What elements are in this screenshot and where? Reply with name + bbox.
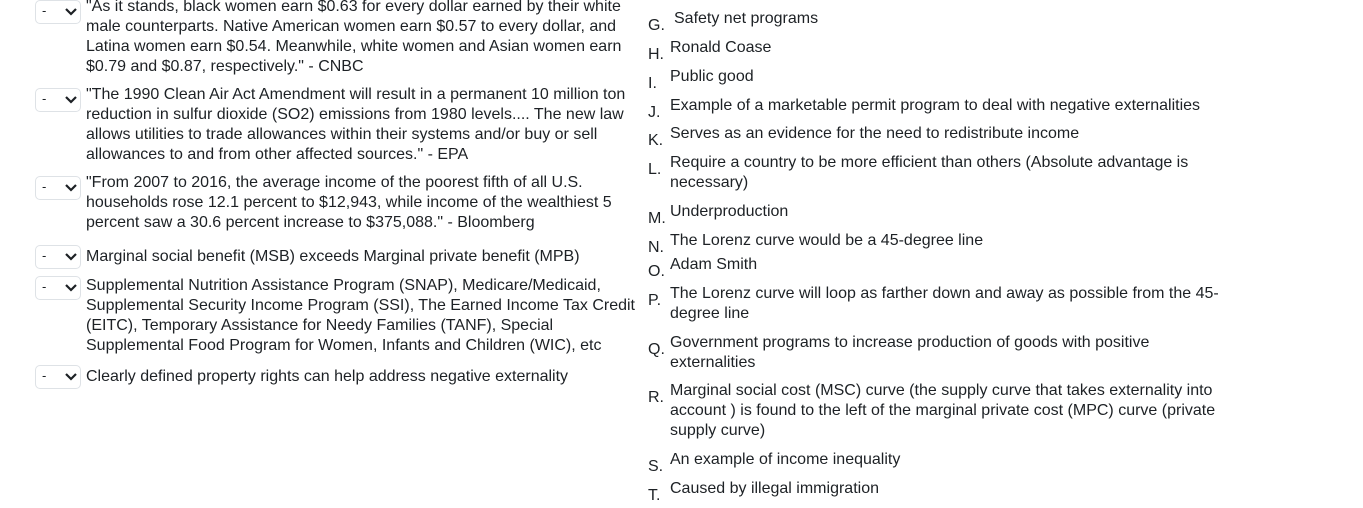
select-value: - — [42, 248, 47, 263]
select-value: - — [42, 3, 47, 18]
answer-letter: Q. — [648, 341, 665, 358]
answer-letter: T. — [648, 487, 661, 504]
question-text: "The 1990 Clean Air Act Amendment will result in a permanent 10 million ton reduction in sulfur dioxide (SO2) emissions from 1980 levels.... The new law allows utilities to trade allowances within their systems and/or buy or sell allowances to and from other affected sources." - EPA — [86, 86, 626, 163]
answer-letter: J. — [648, 104, 661, 121]
answer-text: The Lorenz curve would be a 45-degree line — [670, 232, 984, 249]
answer-letter: O. — [648, 263, 665, 280]
answer-text: An example of income inequality — [670, 451, 901, 468]
answer-text: Adam Smith — [670, 256, 758, 273]
answer-letter: H. — [648, 46, 664, 63]
answer-letter: K. — [648, 132, 664, 149]
chevron-down-icon — [64, 95, 78, 105]
chevron-down-icon — [64, 372, 78, 382]
answer-select[interactable] — [35, 176, 81, 200]
question-text: Clearly defined property rights can help address negative externality — [86, 368, 569, 385]
answer-text: Caused by illegal immigration — [670, 480, 879, 497]
answer-letter: S. — [648, 458, 664, 475]
answer-letter: L. — [648, 161, 662, 178]
select-value: - — [42, 279, 47, 294]
answer-text: Government programs to increase production of goods with positive externalities — [670, 334, 1150, 371]
chevron-down-icon — [64, 183, 78, 193]
chevron-down-icon — [64, 252, 78, 262]
answer-text: Marginal social cost (MSC) curve (the supply curve that takes externality into account ) is found to the left of the marginal private cost (MPC) curve (private supply curve) — [670, 382, 1216, 439]
answer-text: Safety net programs — [674, 10, 819, 27]
chevron-down-icon — [64, 7, 78, 17]
answer-select[interactable] — [35, 0, 81, 24]
question-text: Marginal social benefit (MSB) exceeds Marginal private benefit (MPB) — [86, 248, 580, 265]
answer-select[interactable] — [35, 365, 81, 389]
question-text: "From 2007 to 2016, the average income of the poorest fifth of all U.S. households rose 12.1 percent to $12,943, while income of the wealthiest 5 percent saw a 30.6 percent increase to $375,088." - Bloomberg — [86, 174, 612, 231]
answer-letter: G. — [648, 17, 665, 34]
chevron-down-icon — [64, 283, 78, 293]
select-value: - — [42, 179, 47, 194]
answer-letter: N. — [648, 239, 664, 256]
select-value: - — [42, 368, 47, 383]
answer-letter: R. — [648, 389, 664, 406]
answer-text: Underproduction — [670, 203, 789, 220]
answer-text: Ronald Coase — [670, 39, 772, 56]
answer-text: The Lorenz curve will loop as farther down and away as possible from the 45-degree line — [670, 285, 1219, 322]
answer-text: Require a country to be more efficient than others (Absolute advantage is necessary) — [670, 154, 1189, 191]
answer-text: Public good — [670, 68, 754, 85]
answer-letter: M. — [648, 210, 666, 227]
answer-text: Serves as an evidence for the need to redistribute income — [670, 125, 1080, 142]
question-text: Supplemental Nutrition Assistance Program (SNAP), Medicare/Medicaid, Supplemental Security Income Program (SSI), The Earned Income Tax Credit (EITC), Temporary Assistance for Needy Families (TANF), Special Supplemental Food Program for Women, Infants and Children (WIC), etc — [86, 277, 635, 354]
answer-text: Example of a marketable permit program to deal with negative externalities — [670, 97, 1201, 114]
answer-select[interactable] — [35, 245, 81, 269]
answer-letter: P. — [648, 292, 662, 309]
answer-select[interactable] — [35, 276, 81, 300]
question-text: "As it stands, black women earn $0.63 for every dollar earned by their white male counterparts. Native American women earn $0.57 to every dollar, and Latina women earn $0.54. Meanwhile, white women and Asian women earn $0.79 and $0.87, respectively." - CNBC — [86, 0, 622, 75]
answer-letter: I. — [648, 75, 657, 92]
answer-select[interactable] — [35, 88, 81, 112]
select-value: - — [42, 91, 47, 106]
